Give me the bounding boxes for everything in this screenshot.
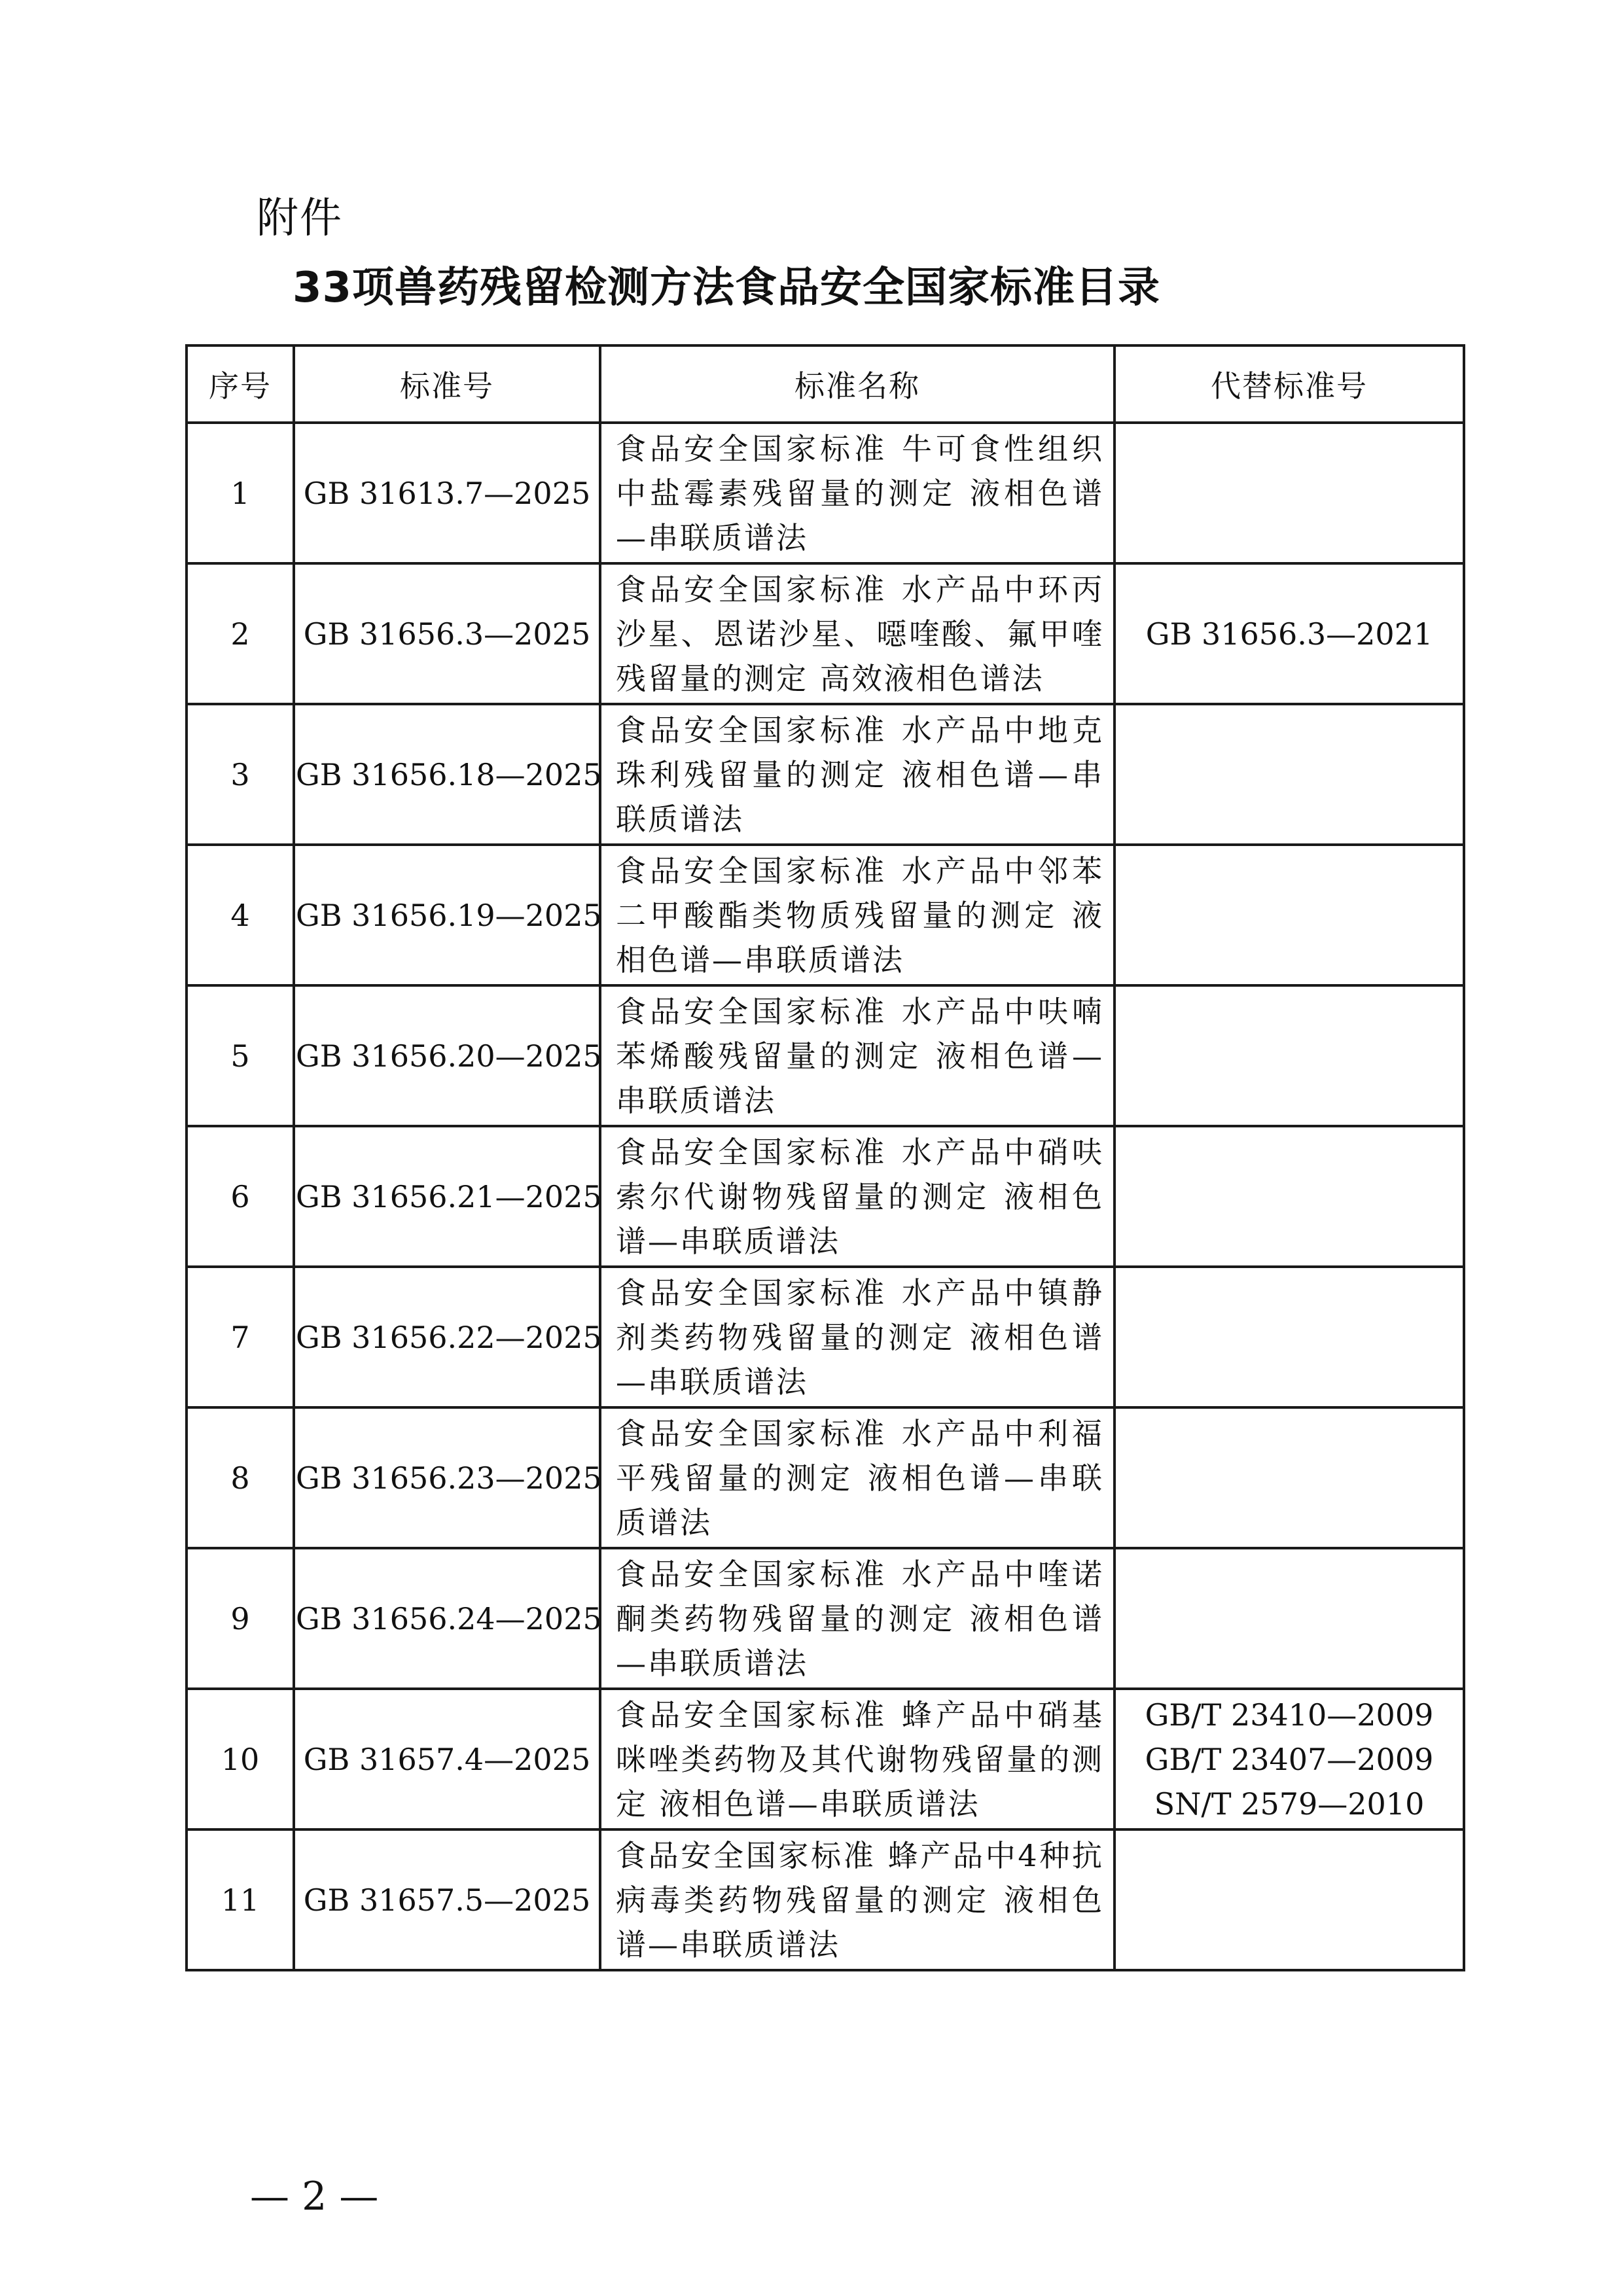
row-code-cell: GB 31656.19—2025 <box>294 845 600 985</box>
row-code-cell: GB 31657.4—2025 <box>294 1689 600 1829</box>
table-header-row <box>187 345 1464 423</box>
row-seq-cell: 7 <box>187 1267 294 1407</box>
row-replaces-cell <box>1115 1126 1464 1267</box>
table-row <box>187 1126 1464 1267</box>
row-seq-cell: 11 <box>187 1829 294 1970</box>
table-body <box>187 423 1464 1970</box>
row-name-cell: 食品安全国家标准 蜂产品中硝基咪唑类药物及其代谢物残留量的测定 液相色谱—串联质谱法 <box>600 1689 1115 1829</box>
row-seq-cell: 10 <box>187 1689 294 1829</box>
row-name-cell: 食品安全国家标准 牛可食性组织中盐霉素残留量的测定 液相色谱—串联质谱法 <box>600 423 1115 563</box>
table-row <box>187 845 1464 985</box>
row-name-cell: 食品安全国家标准 水产品中喹诺酮类药物残留量的测定 液相色谱—串联质谱法 <box>600 1548 1115 1689</box>
table-row <box>187 704 1464 845</box>
row-name-cell: 食品安全国家标准 水产品中硝呋索尔代谢物残留量的测定 液相色谱—串联质谱法 <box>600 1126 1115 1267</box>
row-code-cell: GB 31656.21—2025 <box>294 1126 600 1267</box>
table-row <box>187 1689 1464 1829</box>
row-seq-cell: 1 <box>187 423 294 563</box>
row-code-cell: GB 31657.5—2025 <box>294 1829 600 1970</box>
replaced-standard-code: SN/T 2579—2010 <box>1154 1786 1425 1822</box>
row-code-cell: GB 31656.3—2025 <box>294 563 600 704</box>
replaced-standard-code: GB/T 23407—2009 <box>1145 1741 1434 1777</box>
row-replaces-cell <box>1115 704 1464 845</box>
row-name-cell: 食品安全国家标准 蜂产品中4种抗病毒类药物残留量的测定 液相色谱—串联质谱法 <box>600 1829 1115 1970</box>
table-row <box>187 423 1464 563</box>
row-seq-cell: 8 <box>187 1407 294 1548</box>
row-code-cell: GB 31613.7—2025 <box>294 423 600 563</box>
table-row <box>187 1829 1464 1970</box>
row-name-cell: 食品安全国家标准 水产品中呋喃苯烯酸残留量的测定 液相色谱—串联质谱法 <box>600 985 1115 1126</box>
row-replaces-cell <box>1115 845 1464 985</box>
standards-table <box>185 344 1465 1971</box>
row-name-cell: 食品安全国家标准 水产品中邻苯二甲酸酯类物质残留量的测定 液相色谱—串联质谱法 <box>600 845 1115 985</box>
header-code: 标准号 <box>294 345 600 423</box>
row-seq-cell: 3 <box>187 704 294 845</box>
row-seq-cell: 9 <box>187 1548 294 1689</box>
row-name-cell: 食品安全国家标准 水产品中地克珠利残留量的测定 液相色谱—串联质谱法 <box>600 704 1115 845</box>
row-replaces-cell <box>1115 985 1464 1126</box>
row-seq-cell: 4 <box>187 845 294 985</box>
replaced-standard-code: GB/T 23410—2009 <box>1145 1697 1434 1733</box>
table-row <box>187 563 1464 704</box>
attachment-label: 附件 <box>257 194 343 243</box>
row-code-cell: GB 31656.18—2025 <box>294 704 600 845</box>
row-replaces-cell <box>1115 423 1464 563</box>
row-seq-cell: 5 <box>187 985 294 1126</box>
document-title: 33项兽药残留检测方法食品安全国家标准目录 <box>292 264 1161 312</box>
row-replaces-cell <box>1115 1548 1464 1689</box>
row-code-cell: GB 31656.20—2025 <box>294 985 600 1126</box>
row-replaces-cell <box>1115 1829 1464 1970</box>
row-replaces-cell <box>1115 563 1464 704</box>
row-code-cell: GB 31656.23—2025 <box>294 1407 600 1548</box>
table-row <box>187 985 1464 1126</box>
header-name: 标准名称 <box>600 345 1115 423</box>
header-replaces: 代替标准号 <box>1115 345 1464 423</box>
row-name-cell: 食品安全国家标准 水产品中利福平残留量的测定 液相色谱—串联质谱法 <box>600 1407 1115 1548</box>
row-seq-cell: 2 <box>187 563 294 704</box>
row-code-cell: GB 31656.24—2025 <box>294 1548 600 1689</box>
header-seq: 序号 <box>187 345 294 423</box>
row-seq-cell: 6 <box>187 1126 294 1267</box>
row-name-cell: 食品安全国家标准 水产品中环丙沙星、恩诺沙星、噁喹酸、氟甲喹残留量的测定 高效液相色谱法 <box>600 563 1115 704</box>
table-row <box>187 1407 1464 1548</box>
page-number: — 2 — <box>250 2174 379 2219</box>
row-replaces-cell <box>1115 1689 1464 1829</box>
row-name-cell: 食品安全国家标准 水产品中镇静剂类药物残留量的测定 液相色谱—串联质谱法 <box>600 1267 1115 1407</box>
row-replaces-cell <box>1115 1407 1464 1548</box>
row-code-cell: GB 31656.22—2025 <box>294 1267 600 1407</box>
table-row <box>187 1548 1464 1689</box>
row-replaces-cell <box>1115 1267 1464 1407</box>
table-row <box>187 1267 1464 1407</box>
replaced-standard-code: GB 31656.3—2021 <box>1145 616 1433 652</box>
